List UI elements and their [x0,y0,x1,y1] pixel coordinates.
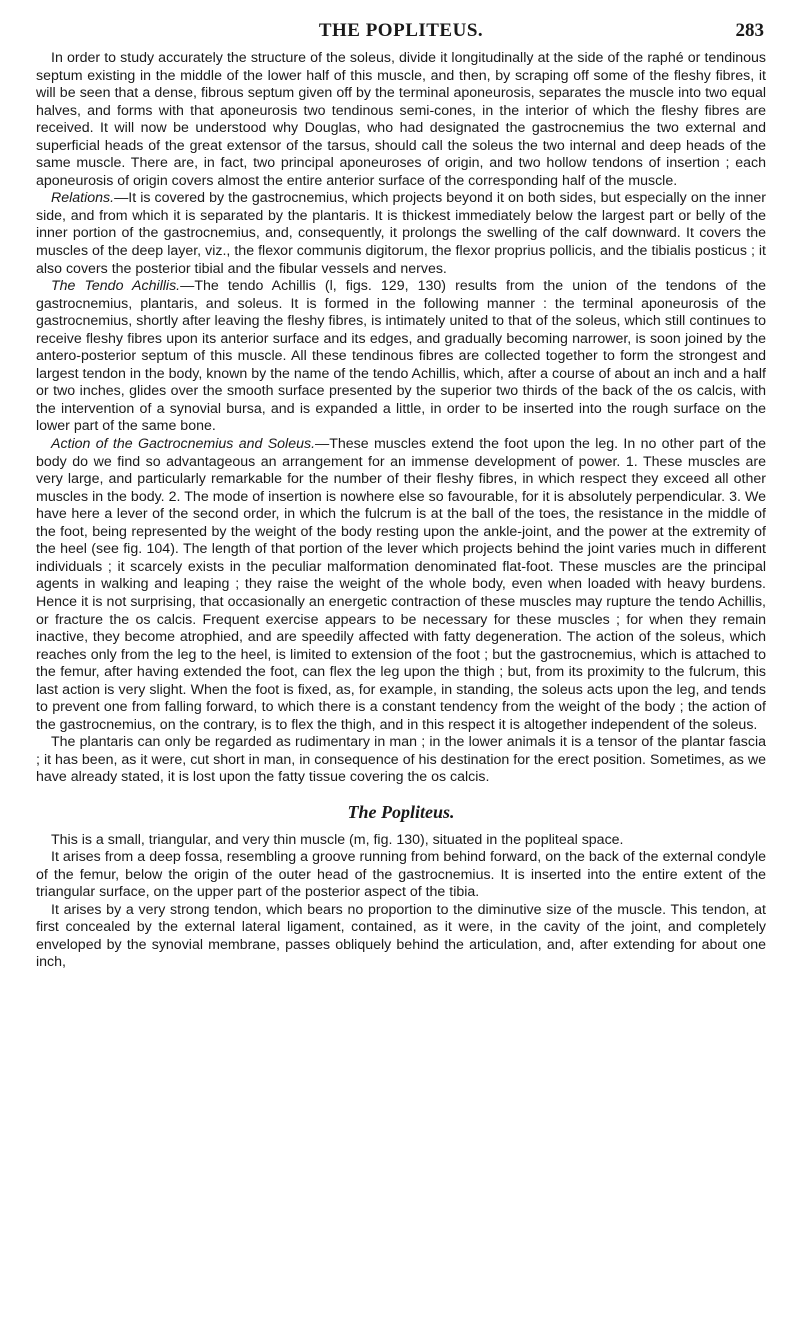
running-title: THE POPLITEUS. [318,20,484,41]
paragraph-action: Action of the Gactrocnemius and Soleus.—These muscles extend the foot upon the leg. In no other part of the body do we find so advantageous an arrangement for an immense development of power. 1. These muscles are very large, and particularly remarkable for the number of their fleshy fibres, in which respect they exceed all other muscles in the body. 2. The mode of insertion is nowhere else so favourable, for it is absolutely perpendicular. 3. We have here a lever of the second order, in which the fulcrum is at the ball of the toes, the resistance in the middle of the foot, being represented by the weight of the body resting upon the ankle-joint, and the power at the extremity of the heel (see fig. 104). The length of that portion of the lever which projects behind the joint varies much in different individuals ; it scarcely exists in the peculiar malformation denominated flat-foot. These muscles are the principal agents in walking and leaping ; they raise the weight of the whole body, even when loaded with heavy burdens. Hence it is not surprising, that occasionally an energetic contraction of these muscles may rupture the tendo Achillis, or fracture the os calcis. Frequent exercise appears to be necessary for these muscles ; for when they remain inactive, they become atrophied, and are speedily affected with fatty degeneration. The action of the soleus, which reaches only from the leg to the heel, is limited to extension of the foot ; but the gastrocnemius, which is attached to the femur, after having extended the foot, can flex the leg upon the thigh ; but, from its proximity to the fulcrum, this last action is very slight. When the foot is fixed, as, for example, in standing, the soleus acts upon the leg, and tends to prevent one from falling forward, to which there is a constant tendency from the weight of the body ; the action of the gastrocnemius, on the contrary, is to flex the thigh, and in this respect it is altogether independent of the soleus. [36,436,766,733]
page-number: 283 [735,20,764,41]
paragraph-plantaris: The plantaris can only be regarded as rudimentary in man ; in the lower animals it is a tensor of the plantar fascia ; it has been, as it were, cut short in man, in consequence of his destination for the erect position. Sometimes, as we have already stated, it is lost upon the fatty tissue covering the os calcis. [36,734,766,786]
paragraph-relations: Relations.—It is covered by the gastrocnemius, which projects beyond it on both sides, but especially on the inner side, and from which it is separated by the plantaris. It is thickest immediately below the largest part or belly of the inner portion of the gastrocnemius, and, consequently, it prolongs the swelling of the calf downward. It covers the muscles of the deep layer, viz., the flexor communis digitorum, the flexor proprius pollicis, and the tibialis posticus ; it also covers the posterior tibial and the fibular vessels and nerves. [36,190,766,277]
paragraph-tendo-achillis: The Tendo Achillis.—The tendo Achillis (l, figs. 129, 130) results from the union of the tendons of the gastrocnemius, plantaris, and soleus. It is formed in the following manner : the terminal aponeurosis of the gastrocnemius, shortly after leaving the fleshy fibres, is intimately united to that of the soleus, which still continues to receive fleshy fibres upon its anterior surface and its edges, and gradually becoming narrower, is soon joined by the antero-posterior septum of this muscle. All these tendinous fibres are collected together to form the strongest and largest tendon in the body, known by the name of the tendo Achillis, which, after a course of about an inch and a half or two inches, glides over the smooth surface presented by the superior two thirds of the back of the os calcis, with the intervention of a synovial bursa, and is expanded a little, in order to be inserted into the rough surface on the lower part of the same bone. [36,278,767,435]
paragraph-popliteus-tendon: It arises by a very strong tendon, which bears no proportion to the diminutive size of the muscle. This tendon, at first concealed by the external lateral ligament, contained, as it were, in the cavity of the joint, and completely enveloped by the synovial membrane, passes obliquely behind the articulation, and, after extending for about one inch, [36,901,766,971]
paragraph-popliteus-description: This is a small, triangular, and very thin muscle (m, fig. 130), situated in the popliteal space. [51,831,624,848]
running-head [36,20,766,46]
paragraph-popliteus-origin: It arises from a deep fossa, resembling a groove running from behind forward, on the back of the external condyle of the femur, below the origin of the outer head of the gastrocnemius. It is inserted into the entire extent of the triangular surface, on the upper part of the posterior aspect of the tibia. [36,849,766,901]
body-text [36,50,766,972]
section-title-popliteus: The Popliteus. [347,801,455,822]
paragraph-soleus-structure: In order to study accurately the structure of the soleus, divide it longitudinally at the side of the raphé or tendinous septum existing in the middle of the lower half of this muscle, and then, by scraping off some of the fleshy fibres, it will be seen that a dense, fibrous septum given off by the terminal aponeurosis, separates the muscle into two equal halves, and forms with that aponeurosis two tendinous semi-cones, in the interior of which the fleshy fibres are received. It will now be understood why Douglas, who had designated the gastrocnemius the two external and superficial heads of the great extensor of the tarsus, should call the soleus the two internal and deep heads of the same muscle. There are, in fact, two principal aponeuroses of origin, and two hollow tendons of insertion ; each aponeurosis of origin covers almost the entire anterior surface of the corresponding half of the muscle. [36,50,766,189]
